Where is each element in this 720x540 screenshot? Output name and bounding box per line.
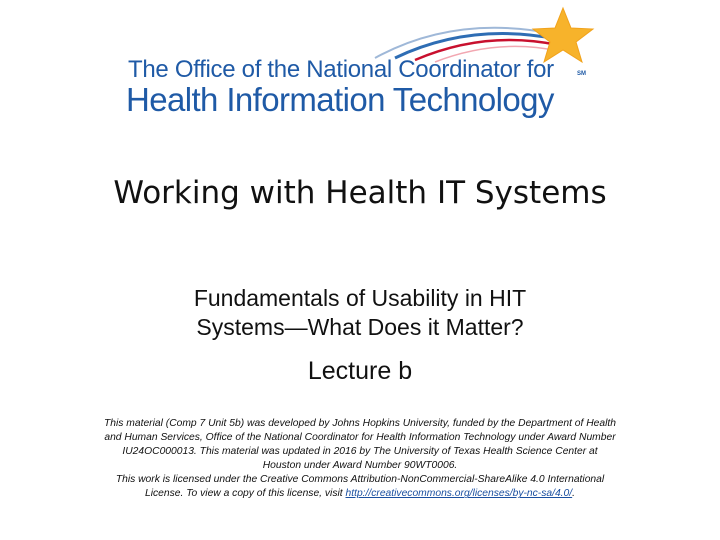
- slide-subtitle: [0, 284, 720, 342]
- lecture-label: Lecture b: [307, 357, 413, 385]
- subtitle-line-1: Fundamentals of Usability in HIT: [193, 285, 527, 311]
- footer-line-1: This material (Comp 7 Unit 5b) was developed by Johns Hopkins University, funded by the Department of Health: [103, 418, 617, 429]
- slide-title: Working with Health IT Systems: [113, 175, 607, 211]
- footer-line-6: [50, 487, 670, 501]
- onc-logo: [125, 6, 595, 116]
- logo-line-2: Health Information Technology: [126, 81, 554, 118]
- license-link[interactable]: http://creativecommons.org/licenses/by-nc-sa/4.0/: [345, 488, 573, 500]
- service-mark: SM: [577, 71, 586, 77]
- subtitle-line-2: Systems—What Does it Matter?: [196, 314, 524, 340]
- footer-line-6-prefix: License. To view a copy of this license, visit: [144, 488, 346, 500]
- footer-line-3: IU24OC000013. This material was updated in 2016 by The University of Texas Health Science Center at: [122, 446, 598, 458]
- footer-line-4: Houston under Award Number 90WT0006.: [262, 460, 458, 472]
- logo-line-1: The Office of the National Coordinator for: [128, 56, 554, 83]
- footer-line-6-suffix: .: [572, 488, 576, 500]
- footer-line-5: This work is licensed under the Creative Commons Attribution-NonCommercial-ShareAlike 4.0 International: [115, 474, 605, 486]
- footer-line-2: and Human Services, Office of the National Coordinator for Health Information Technology under Award Number: [104, 432, 616, 444]
- license-footer: [50, 417, 670, 502]
